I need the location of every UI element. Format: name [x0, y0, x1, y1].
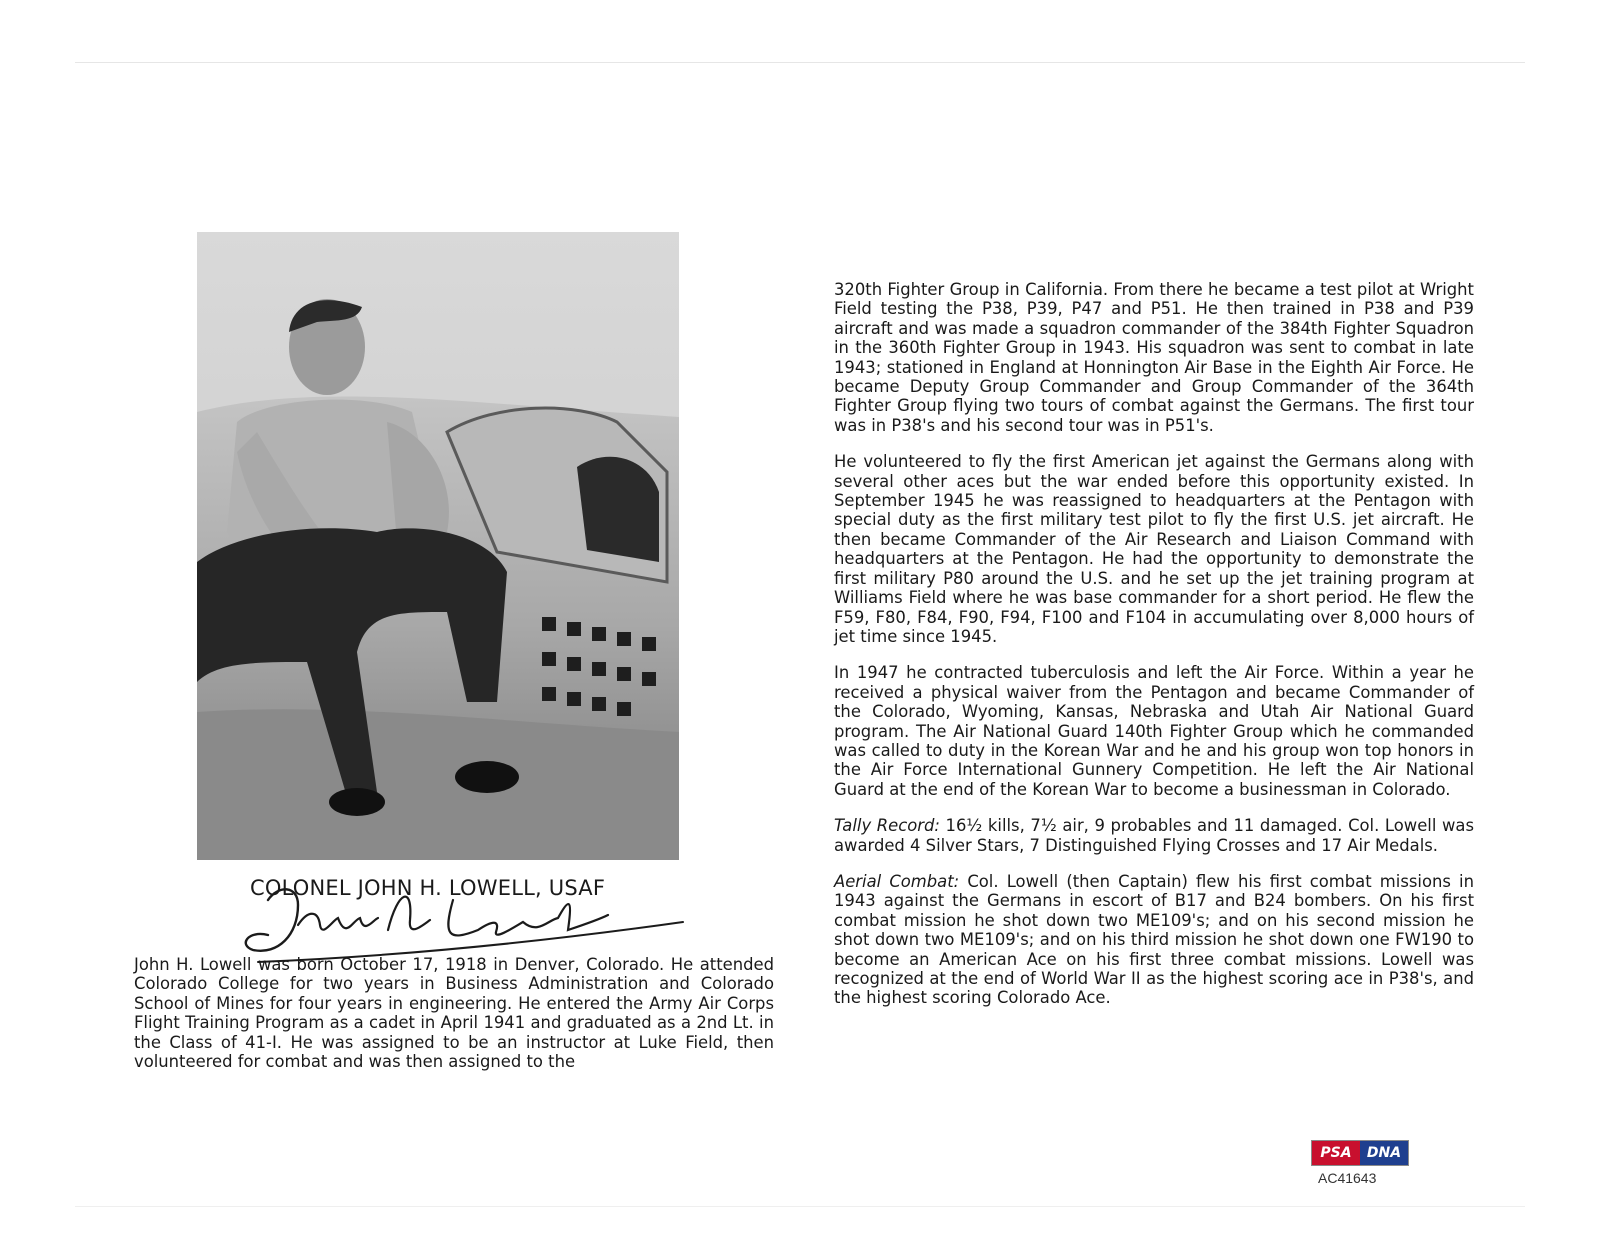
bio-paragraph: In 1947 he contracted tuberculosis and left the Air Force. Within a year he received a physical waiver from the Pentagon and became Commander of the Colorado, Wyoming, Kansas, Nebraska and Utah Air National Guard program. The Air National Guard 140th Fighter Group which he commanded was called to duty in the Korean War and he and his group won top honors in the Air Force International Gunnery Competition. He left the Air National Guard at the end of the Korean War to become a businessman in Colorado.: [834, 663, 1474, 799]
top-divider: [75, 62, 1525, 63]
biography-left-column: [134, 955, 774, 1088]
tally-record-paragraph: [834, 816, 1474, 855]
psa-dna-logo: [1311, 1140, 1409, 1166]
bio-paragraph: John H. Lowell was born October 17, 1918 in Denver, Colorado. He attended Colorado College for two years in Business Administration and Colorado School of Mines for four years in engineering. He entered the Army Air Corps Flight Training Program as a cadet in April 1941 and graduated as a 2nd Lt. in the Class of 41-I. He was assigned to be an instructor at Luke Field, then volunteered for combat and was then assigned to the: [134, 955, 774, 1072]
bio-paragraph: 320th Fighter Group in California. From there he became a test pilot at Wright Field testing the P38, P39, P47 and P51. He then trained in P38 and P39 aircraft and was made a squadron commander of the 384th Fighter Squadron in the 360th Fighter Group in 1943. His squadron was sent to combat in late 1943; stationed in England at Honnington Air Base in the Eighth Air Force. He became Deputy Group Commander and Group Commander of the 364th Fighter Group flying two tours of combat against the Germans. The first tour was in P38's and his second tour was in P51's.: [834, 280, 1474, 435]
tally-record-text: 16½ kills, 7½ air, 9 probables and 11 damaged. Col. Lowell was awarded 4 Silver Stars, 7 Distinguished Flying Crosses and 17 Air Medals.: [834, 816, 1475, 855]
tally-record-label: Tally Record:: [834, 816, 940, 836]
dna-logo-part: DNA: [1360, 1141, 1408, 1165]
bio-paragraph: He volunteered to fly the first American jet against the Germans along with several other aces but the war ended before this opportunity existed. In September 1945 he was reassigned to headquarters at the Pentagon with special duty as the first military test pilot to fly the first U.S. jet aircraft. He then became Commander of the Air Research and Liaison Command with headquarters at the Pentagon. He had the opportunity to demonstrate the first military P80 around the U.S. and he set up the jet training program at Williams Field where he was base commander for a short period. He flew the F59, F80, F84, F90, F94, F100 and F104 in accumulating over 8,000 hours of jet time since 1945.: [834, 452, 1474, 646]
certificate-number: AC41643: [1318, 1170, 1377, 1186]
aerial-combat-label: Aerial Combat:: [834, 871, 960, 891]
aerial-combat-text: Col. Lowell (then Captain) flew his first combat missions in 1943 against the Germans in escort of B17 and B24 bombers. On his first combat mission he shot down two ME109's; and on his second mission he shot down two ME109's; and on his third mission he shot down one FW190 to become an American Ace on his first three combat missions. Lowell was recognized at the end of World War II as the highest scoring ace in P38's, and the highest scoring Colorado Ace.: [834, 871, 1474, 1008]
pilot-photo: [197, 232, 679, 860]
bottom-divider: [75, 1206, 1525, 1207]
aerial-combat-paragraph: [834, 872, 1474, 1008]
photo-caption: COLONEL JOHN H. LOWELL, USAF: [250, 876, 606, 900]
biography-right-column: [834, 280, 1474, 1025]
psa-logo-part: PSA: [1312, 1141, 1360, 1165]
